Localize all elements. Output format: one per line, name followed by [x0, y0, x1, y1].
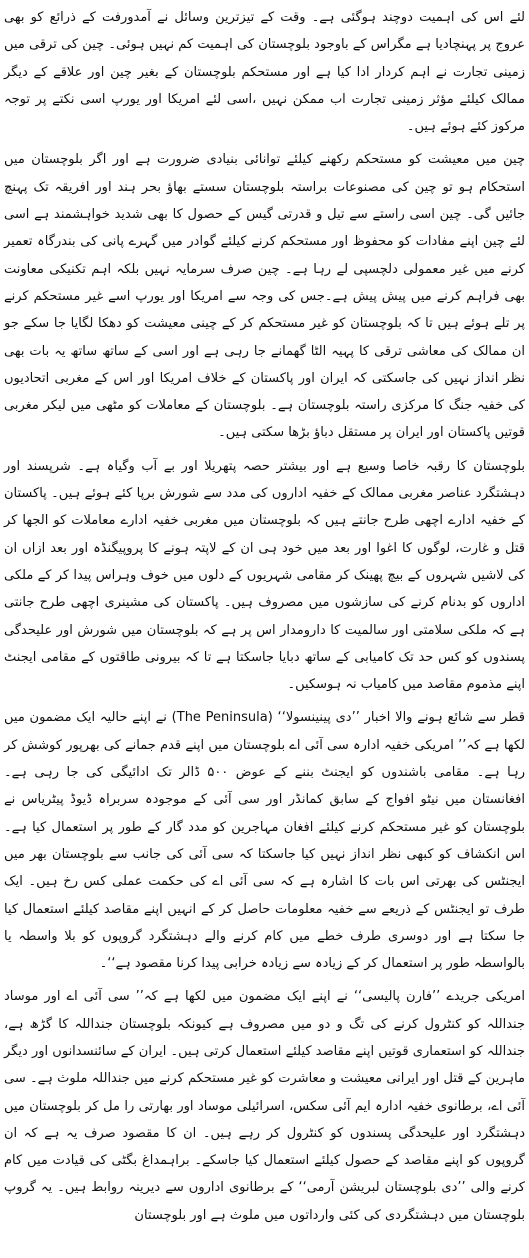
- paragraph-balochistan-unrest: بلوچستان کا رقبہ خاصا وسیع ہے اور بیشتر حصہ پتھریلا اور بے آب وگیاہ ہے۔ شرپسند اور دہشتگرد عناصر مغربی ممالک کے خفیہ اداروں کی مدد سے شورش برپا کئے ہوئے ہیں۔ پاکستان کے خفیہ ادارے اچھی طرح جانتے ہیں کہ بلوچستان میں مغربی خفیہ ادارے معاملات کو الجھا کر قتل و غارت، لوگوں کا اغوا اور بعد میں خود ہی ان کے لاپتہ ہونے کا پروپیگنڈہ اور بعد ازاں ان کی لاشیں شہروں کے بیچ پھینک کر مقامی شہریوں کے دلوں میں خوف وہراس پیدا کر کے ملکی اداروں کو بدنام کرنے کی سازشوں میں مصروف ہیں۔ پاکستان کی مشینری اچھی طرح جانتی ہے کہ ملکی سلامتی اور سالمیت کا دارومدار اس پر ہے کہ بلوچستان میں شورش اور علیحدگی پسندوں کو کس حد تک کامیابی کے ساتھ دبایا جاسکتا ہے تا کہ بیرونی طاقتوں کے مقامی ایجنٹ اپنے مذموم مقاصد میں کامیاب نہ ہوسکیں۔: [4, 458, 525, 693]
- paragraph-gwadar-importance: لئے اس کی اہمیت دوچند ہوگئی ہے۔ وقت کے تیزترین وسائل نے آمدورفت کے ذرائع کو بھی عروج پر پہنچادیا ہے مگراس کے باوجود بلوچستان کی اہمیت کم نہیں ہوئی۔ چین کی ترقی میں زمینی تجارت نے اہم کردار ادا کیا ہے اور مستحکم بلوچستان کے بغیر چین اور علاقے کے دیگر ممالک کیلئے مؤثر زمینی تجارت اب ممکن نہیں ،اسی لئے امریکا اور یورپ اسی نکتے پر توجہ مرکوز کئے ہوئے ہیں۔: [4, 10, 525, 135]
- paragraph-foreign-policy-report: امریکی جریدے ’’فارن پالیسی‘‘ نے اپنے ایک مضمون میں لکھا ہے کہ’’ سی آئی اے اور موساد جنداللہ کو کنٹرول کرنے کی تگ و دو میں مصروف ہے کیونکہ بلوچستان جنداللہ کا گڑھ ہے، جنداللہ کو استعماری قوتیں اپنے مقاصد کیلئے استعمال کرتی ہیں۔ ایران کے سائنسدانوں اور دیگر ماہرین کے قتل اور ایرانی معیشت و معاشرت کو غیر مستحکم کرنے میں جنداللہ ملوث ہے۔ سی آئی اے، برطانوی خفیہ ادارہ ایم آئی سکس، اسرائیلی موساد اور بھارتی را مل کر بلوچستان میں دہشتگرد اور علیحدگی پسندوں کو کنٹرول کر رہے ہیں۔ ان کا مقصود صرف یہ ہے کہ ان گروپوں کو اپنے مقاصد کے حصول کیلئے استعمال کیا جاسکے۔ براہمداغ بگٹی کی قیادت میں کام کرنے والی ’’دی بلوچستان لبریشن آرمی‘‘ کے برطانوی اداروں سے دیرینہ روابط ہیں۔ یہ گروپ بلوچستان میں دہشتگردی کی کئی وارداتوں میں ملوث ہے اور بلوچستان: [4, 989, 525, 1223]
- paragraph-china-economy: چین میں معیشت کو مستحکم رکھنے کیلئے توانائی بنیادی ضرورت ہے اور اگر بلوچستان میں استحکام ہو تو چین کی مصنوعات براستہ بلوچستان سستے بھاؤ بحر ہند اور افریقہ تک پہنچ جائیں گی۔ چین اسی راستے سے تیل و قدرتی گیس کے حصول کا بھی شدید خواہشمند ہے اسی لئے چین اپنے مفادات کو محفوظ اور مستحکم کرنے کیلئے گوادر میں گہرے پانی کی بندرگاہ تعمیر کرنے میں غیر معمولی دلچسپی لے رہا ہے۔ چین صرف سرمایہ نہیں بلکہ اہم تکنیکی معاونت بھی فراہم کرنے میں پیش پیش ہے۔جس کی وجہ سے امریکا اور یورپ اسے غیر مستحکم کرنے پر تلے ہوئے ہیں تا کہ بلوچستان کو غیر مستحکم کر کے چینی معیشت کو دھکا لگایا جا سکے جو ان ممالک کی معاشی ترقی کا پہیہ الٹا گھمانے جا رہی ہے اور اسی کے ساتھ ساتھ یہ بات بھی نظر انداز نہیں کی جاسکتی کہ ایران اور پاکستان کے خلاف امریکا اور اس کے مغربی اتحادیوں کی خفیہ جنگ کا مرکزی راستہ بلوچستان ہے۔ بلوچستان کے معاملات کو مٹھی میں لیکر مغربی قوتیں پاکستان اور ایران پر مستقل دباؤ بڑھا سکتی ہیں۔: [4, 152, 525, 441]
- paragraph-peninsula-report: قطر سے شائع ہونے والا اخبار ’’دی پینینسولا‘‘ (The Peninsula) نے اپنے حالیہ ایک مضمون میں لکھا ہے کہ’’ امریکی خفیہ ادارہ سی آئی اے بلوچستان میں اپنے قدم جمانے کی بھرپور کوشش کر رہا ہے۔ مقامی باشندوں کو ایجنٹ بننے کے عوض ۵۰۰ ڈالر تک ادائیگی کی جا رہی ہے۔ افغانستان میں نیٹو افواج کے سابق کمانڈر اور سی آئی کے موجودہ سربراہ ڈیوڈ پیٹریاس نے بلوچستان کو غیر مستحکم کرنے کیلئے افغان مہاجرین کو مدد گار کے طور پر استعمال کیا ہے۔ اس انکشاف کو کبھی نظر انداز نہیں کیا جاسکتا کہ سی آئی کی جانب سے بلوچستان بھر میں ایجنٹس کی بھرتی اس بات کا اشارہ ہے کہ سی آئی اے کی حکمت عملی کس رخ ہیں۔ ایک طرف تو ایجنٹس کے ذریعے سے خفیہ معلومات حاصل کر کے انہیں اپنے مقاصد کیلئے استعمال کیا جا سکتا ہے اور دوسری طرف خطے میں کام کرنے والے دہشتگرد گروپوں کو بلا واسطہ یا بالواسطہ طور پر استعمال کر کے زیادہ سے زیادہ خرابی پیدا کرنا مقصود ہے‘‘۔: [4, 710, 525, 972]
